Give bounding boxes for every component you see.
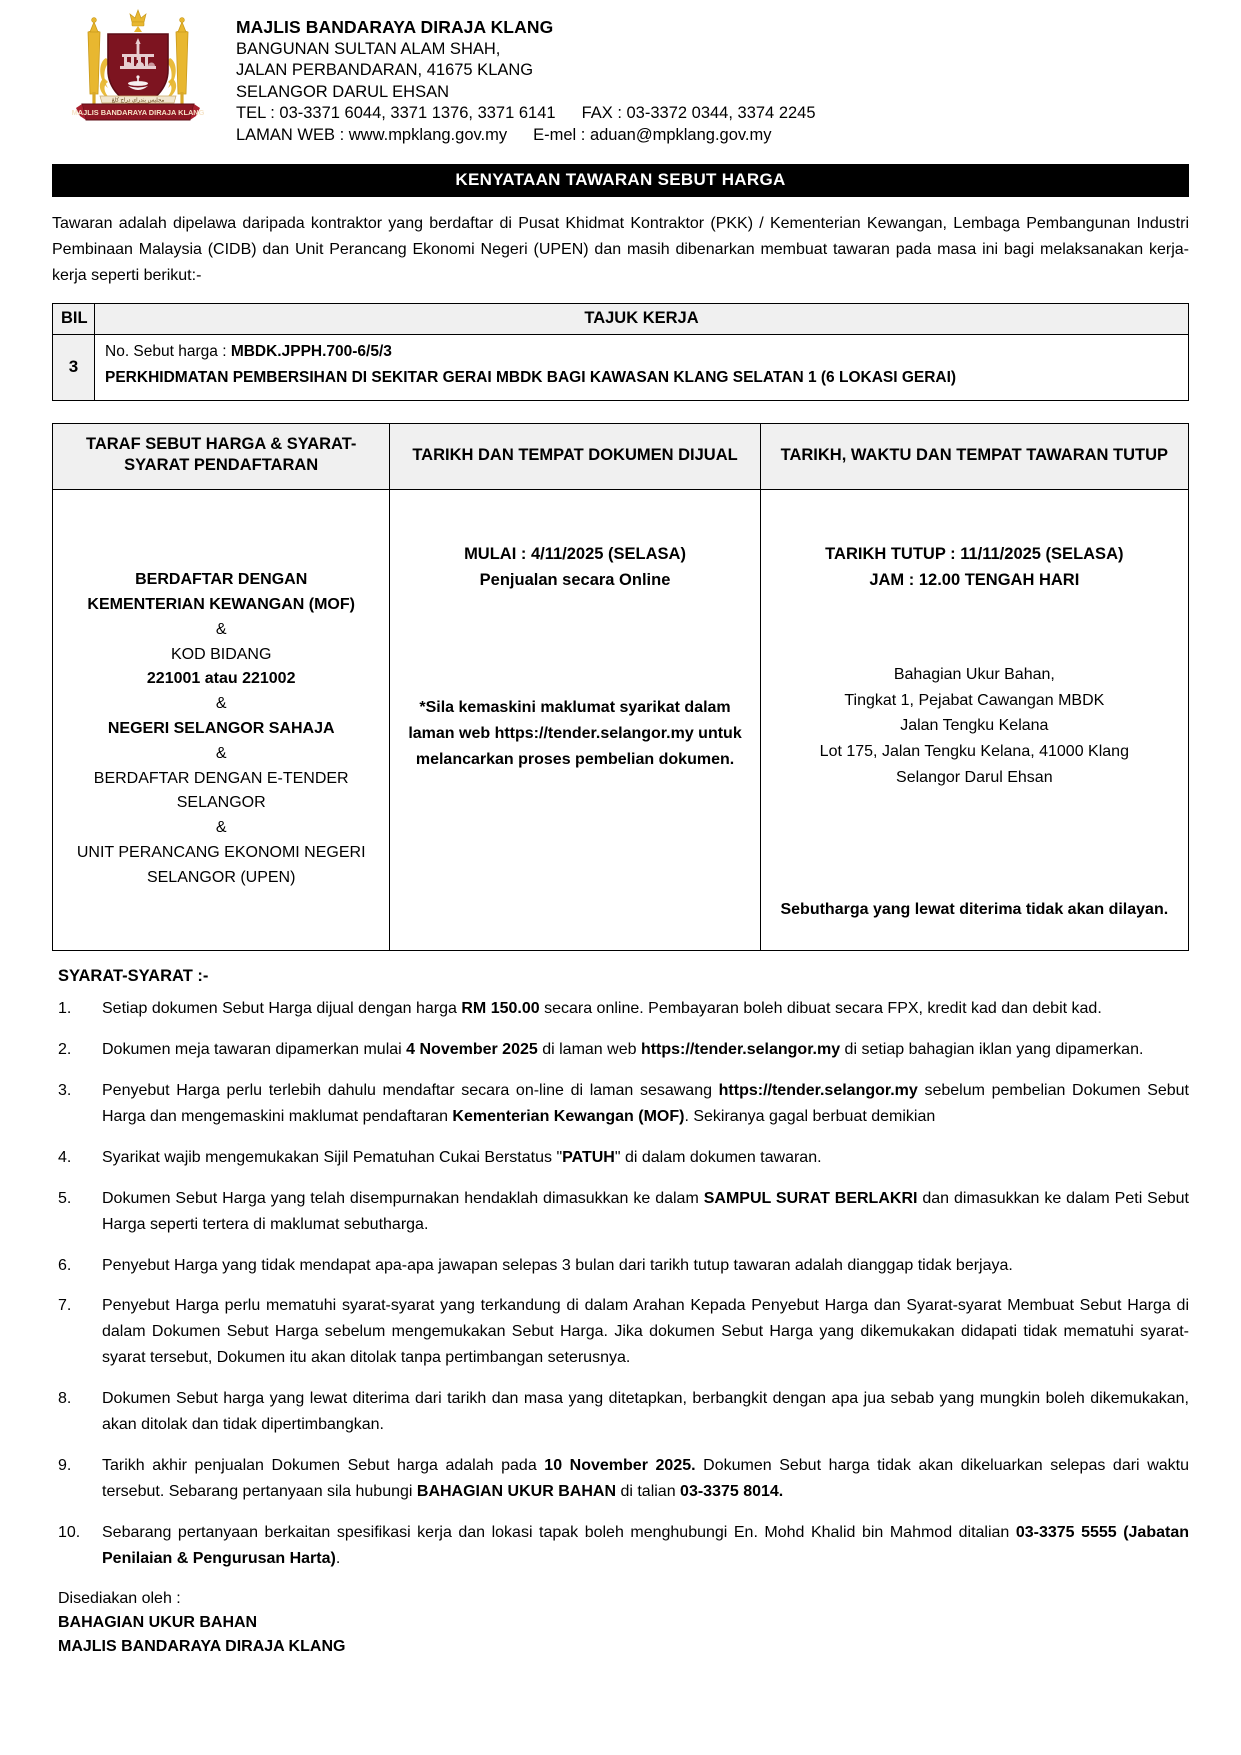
closing-datetime-block bbox=[761, 490, 1188, 593]
late-submission-notice: Sebutharga yang lewat diterima tidak akan dilayan. bbox=[780, 900, 1169, 918]
registration-line-6: BERDAFTAR DENGAN E-TENDER bbox=[93, 769, 349, 787]
conditions-heading: SYARAT-SYARAT :- bbox=[58, 967, 209, 986]
condition-text: Sebarang pertanyaan berkaitan spesifikasi kerja dan lokasi tapak boleh menghubungi En. Mohd Khalid bin Mahmod ditalian 03-3375 5555 (Jabatan Penilaian & Pengurusan Harta). bbox=[102, 1523, 1190, 1567]
registration-line-9: SELANGOR (UPEN) bbox=[146, 868, 296, 886]
condition-item bbox=[58, 1293, 1189, 1371]
condition-text: Syarikat wajib mengemukakan Sijil Pematuhan Cukai Berstatus "PATUH" di dalam dokumen tawaran. bbox=[102, 1148, 822, 1166]
column-header-bil: BIL bbox=[53, 303, 95, 334]
prepared-by-label: Disediakan oleh : bbox=[58, 1589, 181, 1607]
condition-number: 3. bbox=[58, 1082, 72, 1100]
telephone-fax-line bbox=[236, 103, 816, 124]
ampersand-3: & bbox=[215, 744, 227, 762]
quotation-reference-number: MBDK.JPPH.700-6/5/3 bbox=[230, 342, 392, 360]
registration-requirements-box bbox=[53, 490, 389, 950]
svg-text:مجليس بندراي دراج كلڠ: مجليس بندراي دراج كلڠ bbox=[111, 97, 165, 104]
condition-item bbox=[58, 1520, 1189, 1572]
organisation-name: MAJLIS BANDARAYA DIRAJA KLANG bbox=[236, 17, 554, 37]
registration-requirements-list bbox=[53, 490, 389, 890]
closing-address-block bbox=[771, 662, 1178, 790]
condition-number: 1. bbox=[58, 1000, 72, 1018]
website-address: LAMAN WEB : www.mpklang.gov.my bbox=[236, 125, 508, 144]
registration-line-5: NEGERI SELANGOR SAHAJA bbox=[107, 720, 335, 737]
registration-line-2: KEMENTERIAN KEWANGAN (MOF) bbox=[87, 596, 355, 614]
work-title-table bbox=[52, 303, 1189, 401]
condition-number: 4. bbox=[58, 1148, 72, 1166]
work-description-cell bbox=[95, 334, 1189, 400]
ampersand-1: & bbox=[215, 620, 227, 638]
condition-text: Penyebut Harga perlu mematuhi syarat-syarat yang terkandung di dalam Arahan Kepada Penyebut Harga dan Syarat-syarat Membuat Sebut Harga di dalam Dokumen Sebut Harga sebelum mengemukakan Sebut Harga. Jika dokumen Sebut Harga yang dikemukakan didapati tidak mematuhi syarat-syarat tersebut, Dokumen itu akan ditolak tanpa pertimbangan seterusnya. bbox=[102, 1297, 1189, 1367]
quotation-reference-label: No. Sebut harga : bbox=[105, 342, 231, 360]
condition-text: Penyebut Harga yang tidak mendapat apa-apa jawapan selepas 3 bulan dari tarikh tutup tawaran adalah dianggap tidak berjaya. bbox=[102, 1256, 1013, 1274]
closing-time: JAM : 12.00 TENGAH HARI bbox=[869, 570, 1080, 589]
condition-number: 10. bbox=[58, 1523, 81, 1541]
condition-number: 9. bbox=[58, 1457, 72, 1474]
condition-number: 8. bbox=[58, 1390, 72, 1408]
sale-start-date: MULAI : 4/11/2025 (SELASA) bbox=[464, 545, 686, 564]
condition-item bbox=[58, 1145, 1189, 1171]
closing-date: TARIKH TUTUP : 11/11/2025 (SELASA) bbox=[825, 545, 1124, 564]
coat-of-arms-icon bbox=[58, 8, 218, 130]
work-title-text: PERKHIDMATAN PEMBERSIHAN DI SEKITAR GERAI MBDK BAGI KAWASAN KLANG SELATAN 1 (6 LOKASI GERAI) bbox=[105, 368, 957, 386]
address-floor-office: Tingkat 1, Pejabat Cawangan MBDK bbox=[844, 691, 1105, 709]
letterhead bbox=[0, 0, 1241, 146]
table-header-row bbox=[53, 303, 1189, 334]
condition-item bbox=[58, 1186, 1189, 1238]
condition-text: Dokumen Sebut harga yang lewat diterima dari tarikh dan masa yang ditetapkan, berbangkit dengan apa jua sebab yang mungkin boleh dikemukakan, akan ditolak dan tidak dipertimbangkan. bbox=[102, 1390, 1189, 1434]
address-street: Jalan Tengku Kelana bbox=[900, 717, 1049, 735]
row-number: 3 bbox=[53, 334, 95, 400]
registration-line-3: KOD BIDANG bbox=[170, 645, 272, 663]
condition-text: Dokumen meja tawaran dipamerkan mulai 4 November 2025 di laman web https://tender.selangor.my di setiap bahagian iklan yang dipamerkan. bbox=[102, 1041, 1144, 1059]
condition-number: 5. bbox=[58, 1189, 72, 1207]
document-title-banner: KENYATAAN TAWARAN SEBUT HARGA bbox=[52, 164, 1189, 197]
quotation-reference-line bbox=[105, 340, 1180, 364]
table-row bbox=[53, 334, 1189, 400]
column-header-document-sale: TARIKH DAN TEMPAT DOKUMEN DIJUAL bbox=[390, 423, 760, 490]
sale-dates-block bbox=[390, 490, 759, 593]
registration-line-1: BERDAFTAR DENGAN bbox=[135, 571, 308, 589]
registration-requirements-cell bbox=[53, 490, 390, 951]
sale-mode: Penjualan secara Online bbox=[479, 570, 671, 589]
conditions-list bbox=[58, 996, 1189, 1571]
details-header-row bbox=[53, 423, 1189, 490]
fax-numbers: FAX : 03-3372 0344, 3374 2245 bbox=[581, 104, 816, 123]
column-header-registration: TARAF SEBUT HARGA & SYARAT-SYARAT PENDAFTARAN bbox=[53, 423, 390, 490]
registration-line-7: SELANGOR bbox=[176, 794, 266, 812]
crest-banner-text: MAJLIS BANDARAYA DIRAJA KLANG bbox=[71, 108, 205, 117]
closing-details-box bbox=[761, 490, 1188, 950]
condition-number: 2. bbox=[58, 1041, 72, 1059]
closing-details-cell bbox=[760, 490, 1188, 951]
ampersand-4: & bbox=[215, 819, 227, 837]
condition-number: 7. bbox=[58, 1297, 72, 1315]
address-lot-postcode: Lot 175, Jalan Tengku Kelana, 41000 Klang bbox=[819, 743, 1129, 760]
introduction-paragraph: Tawaran adalah dipelawa daripada kontraktor yang berdaftar di Pusat Khidmat Kontraktor (PKK) / Kementerian Kewangan, Lembaga Pembangunan Industri Pembinaan Malaysia (CIDB) dan Unit Perancang Ekonomi Negeri (UPEN) dan masih dibenarkan membuat tawaran pada masa ini bagi melaksanakan kerja-kerja seperti berikut:- bbox=[52, 214, 1189, 284]
condition-number: 6. bbox=[58, 1256, 72, 1274]
registration-line-8: UNIT PERANCANG EKONOMI NEGERI bbox=[76, 843, 366, 861]
condition-item bbox=[58, 1253, 1189, 1279]
telephone-numbers: TEL : 03-3371 6044, 3371 1376, 3371 6141 bbox=[236, 104, 556, 123]
registration-field-codes: 221001 atau 221002 bbox=[146, 670, 296, 688]
email-address: E-mel : aduan@mpklang.gov.my bbox=[533, 125, 772, 144]
ampersand-2: & bbox=[215, 695, 227, 713]
address-state: Selangor Darul Ehsan bbox=[896, 768, 1053, 786]
document-sale-box bbox=[390, 490, 759, 950]
address-division: Bahagian Ukur Bahan, bbox=[893, 666, 1055, 684]
condition-item bbox=[58, 1078, 1189, 1130]
preparing-council: MAJLIS BANDARAYA DIRAJA KLANG bbox=[58, 1638, 346, 1656]
quotation-details-table bbox=[52, 423, 1189, 952]
condition-item bbox=[58, 996, 1189, 1022]
condition-text: Penyebut Harga perlu terlebih dahulu mendaftar secara on-line di laman sesawang https://tender.selangor.my sebelum pembelian Dokumen Sebut Harga dan mengemaskini maklumat pendaftaran Kementerian Kewangan (MOF). Sekiranya gagal berbuat demikian bbox=[102, 1082, 1190, 1125]
condition-item bbox=[58, 1453, 1189, 1505]
column-header-tajuk-kerja: TAJUK KERJA bbox=[95, 303, 1189, 334]
condition-item bbox=[58, 1037, 1189, 1063]
sale-update-notice: *Sila kemaskini maklumat syarikat dalam laman web https://tender.selangor.my untuk melancarkan proses pembelian dokumen. bbox=[408, 699, 742, 769]
signature-block bbox=[58, 1587, 1189, 1660]
address-line-2: JALAN PERBANDARAN, 41675 KLANG bbox=[236, 61, 534, 80]
address-line-3: SELANGOR DARUL EHSAN bbox=[236, 82, 450, 101]
web-email-line bbox=[236, 125, 816, 146]
organisation-details bbox=[236, 8, 816, 146]
column-header-closing: TARIKH, WAKTU DAN TEMPAT TAWARAN TUTUP bbox=[760, 423, 1188, 490]
condition-item bbox=[58, 1386, 1189, 1438]
details-content-row bbox=[53, 490, 1189, 951]
condition-text: Dokumen Sebut Harga yang telah disempurnakan hendaklah dimasukkan ke dalam SAMPUL SURAT BERLAKRI dan dimasukkan ke dalam Peti Sebut Harga seperti tertera di maklumat sebutharga. bbox=[102, 1189, 1189, 1233]
address-line-1: BANGUNAN SULTAN ALAM SHAH, bbox=[236, 39, 501, 58]
preparing-department: BAHAGIAN UKUR BAHAN bbox=[58, 1613, 258, 1631]
condition-text: Tarikh akhir penjualan Dokumen Sebut harga adalah pada 10 November 2025. Dokumen Sebut harga tidak akan dikeluarkan selepas dari waktu tersebut. Sebarang pertanyaan sila hubungi BAHAGIAN UKUR BAHAN di talian 03-3375 8014. bbox=[102, 1457, 1189, 1500]
condition-text: Setiap dokumen Sebut Harga dijual dengan harga RM 150.00 secara online. Pembayaran boleh dibuat secara FPX, kredit kad dan debit kad. bbox=[102, 1000, 1102, 1018]
document-sale-cell bbox=[390, 490, 760, 951]
